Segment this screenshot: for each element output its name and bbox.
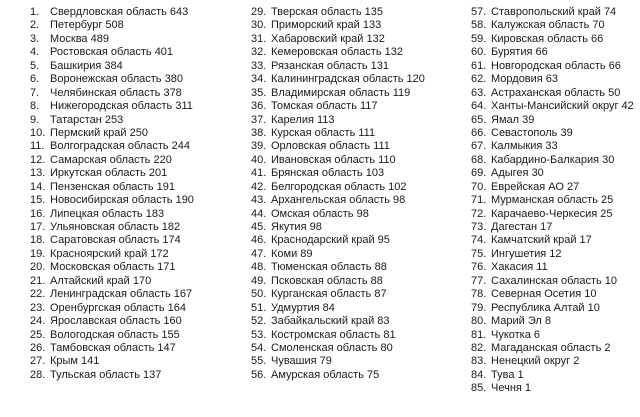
list-item (30, 127, 194, 140)
list-item (471, 208, 634, 221)
list-item-number: 55. (251, 355, 267, 368)
list-item-number: 59. (471, 32, 487, 45)
list-item-number: 3. (30, 32, 40, 45)
list-item-number: 39. (251, 140, 267, 153)
list-item (30, 181, 194, 194)
list-item-number: 61. (471, 59, 487, 72)
list-item-number: 40. (251, 153, 267, 166)
list-item (471, 167, 634, 180)
list-item-number: 73. (471, 221, 487, 233)
list-item-number: 56. (251, 368, 267, 381)
list-item (471, 329, 634, 342)
list-item-text: Марий Эл 8 (491, 315, 552, 328)
list-item-number: 12. (30, 153, 46, 166)
list-item-text: Адыгея 30 (491, 167, 544, 180)
list-item-number: 41. (251, 167, 267, 180)
list-item-text: Севастополь 39 (491, 126, 573, 139)
list-item (471, 154, 634, 167)
list-item-number: 54. (251, 341, 267, 354)
list-item-text: Чукотка 6 (491, 328, 541, 341)
list-item-number: 46. (251, 234, 267, 247)
list-item (471, 127, 634, 140)
list-item-text: Воронежская область 380 (50, 73, 183, 86)
list-item-text: Челябинская область 378 (50, 86, 182, 99)
list-item-number: 76. (471, 261, 487, 274)
list-item-number: 14. (30, 180, 46, 193)
list-item-text: Республика Алтай 10 (491, 301, 600, 314)
list-item (251, 369, 425, 382)
list-item-number: 2. (30, 19, 40, 32)
list-item (30, 208, 194, 221)
list-item-number: 25. (30, 328, 46, 341)
list-item (251, 194, 425, 207)
list-item-text: Петербург 508 (50, 19, 124, 32)
list-item-number: 7. (30, 86, 40, 99)
list-item (471, 181, 634, 194)
list-item-text: Томская область 117 (271, 100, 378, 113)
list-item (471, 60, 634, 73)
list-item-text: Амурская область 75 (271, 368, 380, 381)
list-item (30, 194, 194, 207)
list-item (471, 369, 634, 382)
list-item-text: Кабардино-Балкария 30 (491, 153, 615, 166)
list-item-text: Крым 141 (50, 355, 100, 368)
list-item-text: Сахалинская область 10 (491, 274, 618, 287)
list-item-text: Ростовская область 401 (50, 46, 174, 59)
list-item-text: Магаданская область 2 (491, 341, 611, 354)
list-item-number: 67. (471, 140, 487, 153)
list-item-text: Коми 89 (271, 247, 313, 260)
list-item-number: 9. (30, 113, 40, 126)
list-item-number: 26. (30, 341, 46, 354)
list-item-text: Пермский край 250 (50, 126, 148, 139)
list-item-text: Удмуртия 84 (271, 301, 335, 314)
list-item (30, 221, 194, 234)
list-item-number: 13. (30, 167, 46, 180)
list-item (30, 100, 194, 113)
list-item (251, 275, 425, 288)
list-item-text: Белгородская область 102 (271, 180, 407, 193)
list-item-number: 72. (471, 207, 487, 220)
list-item (30, 315, 194, 328)
list-item-text: Омская область 98 (271, 207, 369, 220)
list-item-number: 60. (471, 46, 487, 59)
list-item-number: 74. (471, 234, 487, 247)
list-item (251, 114, 425, 127)
list-item (251, 234, 425, 247)
list-item-text: Приморский край 133 (271, 19, 382, 32)
list-item (30, 248, 194, 261)
list-item-text: Астраханская область 50 (491, 86, 621, 99)
list-item (30, 6, 194, 19)
list-item-text: Карачаево-Черкесия 25 (491, 207, 613, 220)
list-item (251, 33, 425, 46)
list-item-number: 24. (30, 315, 46, 328)
list-item-text: Калужская область 70 (491, 19, 605, 32)
list-item-number: 70. (471, 180, 487, 193)
list-item-number: 50. (251, 288, 267, 301)
list-item (251, 127, 425, 140)
list-item-text: Самарская область 220 (50, 153, 172, 166)
list-item-number: 21. (30, 274, 46, 287)
list-item-text: Ленинградская область 167 (50, 288, 193, 301)
list-item (251, 248, 425, 261)
list-item (471, 234, 634, 247)
list-item (251, 302, 425, 315)
list-item-number: 45. (251, 221, 267, 233)
list-item-text: Ингушетия 12 (491, 247, 562, 260)
list-item (30, 261, 194, 274)
list-item (251, 140, 425, 153)
list-item-number: 20. (30, 261, 46, 274)
list-item-text: Орловская область 111 (271, 140, 390, 153)
list-item-number: 68. (471, 153, 487, 166)
list-item (30, 329, 194, 342)
list-item-number: 30. (251, 19, 267, 32)
list-item-number: 17. (30, 221, 46, 233)
list-item-text: Ярославская область 160 (50, 315, 182, 328)
list-item (30, 342, 194, 355)
list-item (30, 355, 194, 368)
list-item-number: 42. (251, 180, 267, 193)
list-item (471, 261, 634, 274)
list-item (471, 275, 634, 288)
list-item (251, 19, 425, 32)
list-item-text: Чечня 1 (491, 382, 532, 395)
list-item-text: Тверская область 135 (271, 6, 384, 18)
list-item-text: Карелия 113 (271, 113, 335, 126)
list-item-text: Ямал 39 (491, 113, 535, 126)
list-item-number: 15. (30, 194, 46, 207)
list-item (471, 33, 634, 46)
list-item-number: 52. (251, 315, 267, 328)
list-item (251, 46, 425, 59)
list-item (30, 154, 194, 167)
list-item-number: 1. (30, 6, 40, 18)
list-item (30, 19, 194, 32)
list-item-text: Нижегородская область 311 (50, 100, 193, 113)
list-item-text: Хакасия 11 (491, 261, 548, 274)
list-item (471, 382, 634, 395)
list-item (251, 167, 425, 180)
list-item-text: Ульяновская область 182 (50, 221, 181, 233)
list-item-number: 32. (251, 46, 267, 59)
list-item (30, 73, 194, 86)
list-item (471, 342, 634, 355)
list-item-text: Якутия 98 (271, 221, 322, 233)
list-item-text: Ханты-Мансийский округ 42 (491, 100, 634, 113)
list-item (30, 275, 194, 288)
list-item-number: 36. (251, 100, 267, 113)
list-item-text: Псковская область 88 (271, 274, 383, 287)
list-item (251, 288, 425, 301)
list-item-text: Ставропольский край 74 (491, 6, 617, 18)
list-item-text: Курганская область 87 (271, 288, 387, 301)
list-item-number: 53. (251, 328, 267, 341)
list-item (471, 114, 634, 127)
list-item (471, 248, 634, 261)
list-item (251, 329, 425, 342)
list-item-text: Мордовия 63 (491, 73, 559, 86)
list-item (30, 87, 194, 100)
list-item (471, 355, 634, 368)
list-item (471, 140, 634, 153)
list-item-text: Московская область 171 (50, 261, 176, 274)
list-item-number: 65. (471, 113, 487, 126)
list-item-text: Забайкальский край 83 (271, 315, 390, 328)
list-item-text: Костромская область 81 (271, 328, 396, 341)
list-item-number: 69. (471, 167, 487, 180)
list-item (251, 100, 425, 113)
list-item (251, 342, 425, 355)
list-item (30, 302, 194, 315)
list-item-text: Алтайский край 170 (50, 274, 152, 287)
list-item-number: 48. (251, 261, 267, 274)
list-item-number: 58. (471, 19, 487, 32)
list-item-text: Дагестан 17 (491, 221, 553, 233)
list-item (251, 221, 425, 234)
list-item (251, 6, 425, 19)
list-item-text: Бурятия 66 (491, 46, 548, 59)
list-item-text: Липецкая область 183 (50, 207, 165, 220)
list-item-text: Татарстан 253 (50, 113, 124, 126)
list-item-number: 27. (30, 355, 46, 368)
list-item-number: 85. (471, 382, 487, 395)
list-item (471, 100, 634, 113)
list-item-text: Тульская область 137 (50, 368, 162, 381)
list-item-text: Тюменская область 88 (271, 261, 387, 274)
list-item-number: 75. (471, 247, 487, 260)
list-item (30, 114, 194, 127)
list-item-text: Новгородская область 66 (491, 59, 621, 72)
list-item (471, 46, 634, 59)
list-item (30, 140, 194, 153)
list-column-3 (471, 6, 634, 396)
list-item-text: Кемеровская область 132 (271, 46, 403, 59)
list-item (251, 208, 425, 221)
list-item-number: 64. (471, 100, 487, 113)
list-item-number: 71. (471, 194, 487, 207)
list-item (471, 221, 634, 234)
list-item-number: 82. (471, 341, 487, 354)
list-item-number: 78. (471, 288, 487, 301)
list-item-text: Пензенская область 191 (50, 180, 176, 193)
list-item-text: Курская область 111 (271, 126, 376, 139)
list-item (30, 33, 194, 46)
list-item-number: 49. (251, 274, 267, 287)
list-item-number: 16. (30, 207, 46, 220)
list-column-1 (30, 6, 194, 382)
list-item-text: Тамбовская область 147 (50, 341, 176, 354)
list-item (30, 369, 194, 382)
list-item (30, 234, 194, 247)
list-item-number: 33. (251, 59, 267, 72)
list-item (471, 315, 634, 328)
list-item-text: Камчатский край 17 (491, 234, 592, 247)
list-item-text: Мурманская область 25 (491, 194, 614, 207)
list-item (471, 6, 634, 19)
list-item-number: 38. (251, 126, 267, 139)
list-item-number: 22. (30, 288, 46, 301)
list-item-number: 4. (30, 46, 40, 59)
list-item-number: 57. (471, 6, 487, 18)
list-item-text: Свердловская область 643 (50, 6, 189, 18)
list-column-2 (251, 6, 425, 382)
list-item-number: 62. (471, 73, 487, 86)
list-item (471, 87, 634, 100)
list-item-number: 37. (251, 113, 267, 126)
list-item-number: 80. (471, 315, 487, 328)
list-item-number: 66. (471, 126, 487, 139)
list-item-number: 84. (471, 368, 487, 381)
list-item-text: Тува 1 (491, 368, 524, 381)
list-item-text: Красноярский край 172 (50, 247, 169, 260)
list-item-text: Саратовская область 174 (50, 234, 181, 247)
list-item-number: 47. (251, 247, 267, 260)
list-item-number: 28. (30, 368, 46, 381)
list-item-text: Кировская область 66 (491, 32, 604, 45)
list-item-text: Оренбургская область 164 (50, 301, 187, 314)
list-item (30, 60, 194, 73)
list-item-number: 35. (251, 86, 267, 99)
list-item (471, 194, 634, 207)
list-item (30, 167, 194, 180)
list-item-number: 19. (30, 247, 46, 260)
list-item (251, 154, 425, 167)
list-item-text: Северная Осетия 10 (491, 288, 597, 301)
list-item-number: 79. (471, 301, 487, 314)
list-item-text: Еврейская АО 27 (491, 180, 580, 193)
list-item-text: Краснодарский край 95 (271, 234, 390, 247)
list-item-number: 8. (30, 100, 40, 113)
list-item-text: Брянская область 103 (271, 167, 385, 180)
list-item (251, 355, 425, 368)
list-item-number: 29. (251, 6, 267, 18)
list-item-text: Новосибирская область 190 (50, 194, 194, 207)
list-item-text: Чувашия 79 (271, 355, 332, 368)
list-item-text: Башкирия 384 (50, 59, 123, 72)
list-item-text: Волгоградская область 244 (50, 140, 191, 153)
list-item-number: 11. (30, 140, 45, 153)
list-item-text: Ненецкий округ 2 (491, 355, 580, 368)
list-item (471, 302, 634, 315)
list-item-number: 34. (251, 73, 267, 86)
list-item-number: 44. (251, 207, 267, 220)
list-item-number: 83. (471, 355, 487, 368)
list-item-number: 51. (251, 301, 267, 314)
list-item-number: 5. (30, 59, 40, 72)
list-item-text: Калининградская область 120 (271, 73, 425, 86)
list-item-number: 31. (251, 32, 267, 45)
list-item-text: Смоленская область 80 (271, 341, 393, 354)
list-item-text: Вологодская область 155 (50, 328, 180, 341)
list-item-text: Ивановская область 110 (271, 153, 396, 166)
list-item-text: Архангельская область 98 (271, 194, 406, 207)
list-item (471, 19, 634, 32)
list-item (30, 288, 194, 301)
list-item-number: 6. (30, 73, 40, 86)
list-item (251, 315, 425, 328)
list-item-text: Иркутская область 201 (50, 167, 168, 180)
list-item (251, 261, 425, 274)
list-item (251, 87, 425, 100)
list-item-text: Калмыкия 33 (491, 140, 558, 153)
list-item-number: 23. (30, 301, 46, 314)
list-item-number: 18. (30, 234, 46, 247)
list-item (30, 46, 194, 59)
list-item (251, 73, 425, 86)
list-item (471, 288, 634, 301)
list-item-text: Владимирская область 119 (271, 86, 411, 99)
list-item-text: Хабаровский край 132 (271, 32, 385, 45)
list-item-text: Москва 489 (50, 32, 109, 45)
list-item-number: 77. (471, 274, 487, 287)
list-item (471, 73, 634, 86)
list-item-text: Рязанская область 131 (271, 59, 389, 72)
list-item-number: 10. (30, 126, 46, 139)
list-item-number: 43. (251, 194, 267, 207)
list-item (251, 181, 425, 194)
list-item-number: 63. (471, 86, 487, 99)
list-item-number: 81. (471, 328, 487, 341)
list-item (251, 60, 425, 73)
